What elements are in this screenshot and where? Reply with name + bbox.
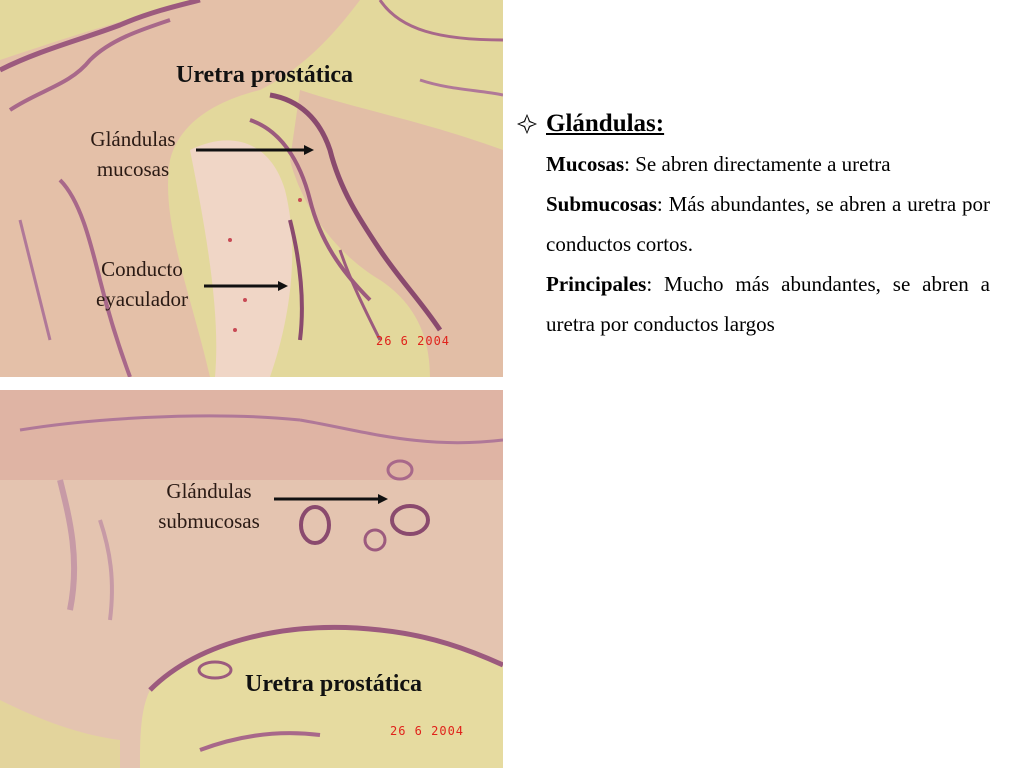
arrow-submucosas-icon [274, 491, 390, 507]
term-principales: Principales [546, 272, 647, 296]
label-conducto-eyaculador: Conducto eyaculador [95, 257, 189, 311]
heading-row [516, 104, 990, 144]
photo-title-bottom: Uretra prostática [245, 671, 423, 697]
arrow-mucosas-icon [196, 142, 316, 158]
desc-principales: : Mucho más abundantes, se abren a uretra por conductos largos [546, 272, 990, 336]
date-stamp-bottom: 26 6 2004 [390, 724, 465, 738]
date-stamp-top: 26 6 2004 [376, 334, 451, 348]
label-glandulas-submucosas: Glándulas submucosas [158, 479, 260, 533]
text-panel [516, 104, 990, 344]
diamond-bullet-icon [516, 113, 538, 135]
term-mucosas: Mucosas [546, 152, 625, 176]
gland-list [546, 144, 990, 344]
arrow-conducto-icon [204, 278, 290, 294]
heading-glandulas: Glándulas: [546, 110, 665, 137]
label-glandulas-mucosas: Glándulas mucosas [90, 127, 176, 181]
tissue-image-bottom [0, 390, 503, 768]
tissue-image-top [0, 0, 503, 377]
micrograph-bottom [0, 390, 503, 768]
photo-title-top: Uretra prostática [176, 62, 354, 88]
desc-mucosas: : Se abren directamente a uretra [624, 152, 891, 176]
gland-item-principales [546, 264, 990, 344]
micrograph-top [0, 0, 503, 377]
gland-item-mucosas [546, 144, 990, 184]
desc-submucosas: : Más abundantes, se abren a uretra por conductos cortos. [546, 192, 990, 256]
gland-item-submucosas [546, 184, 990, 264]
term-submucosas: Submucosas [546, 192, 657, 216]
